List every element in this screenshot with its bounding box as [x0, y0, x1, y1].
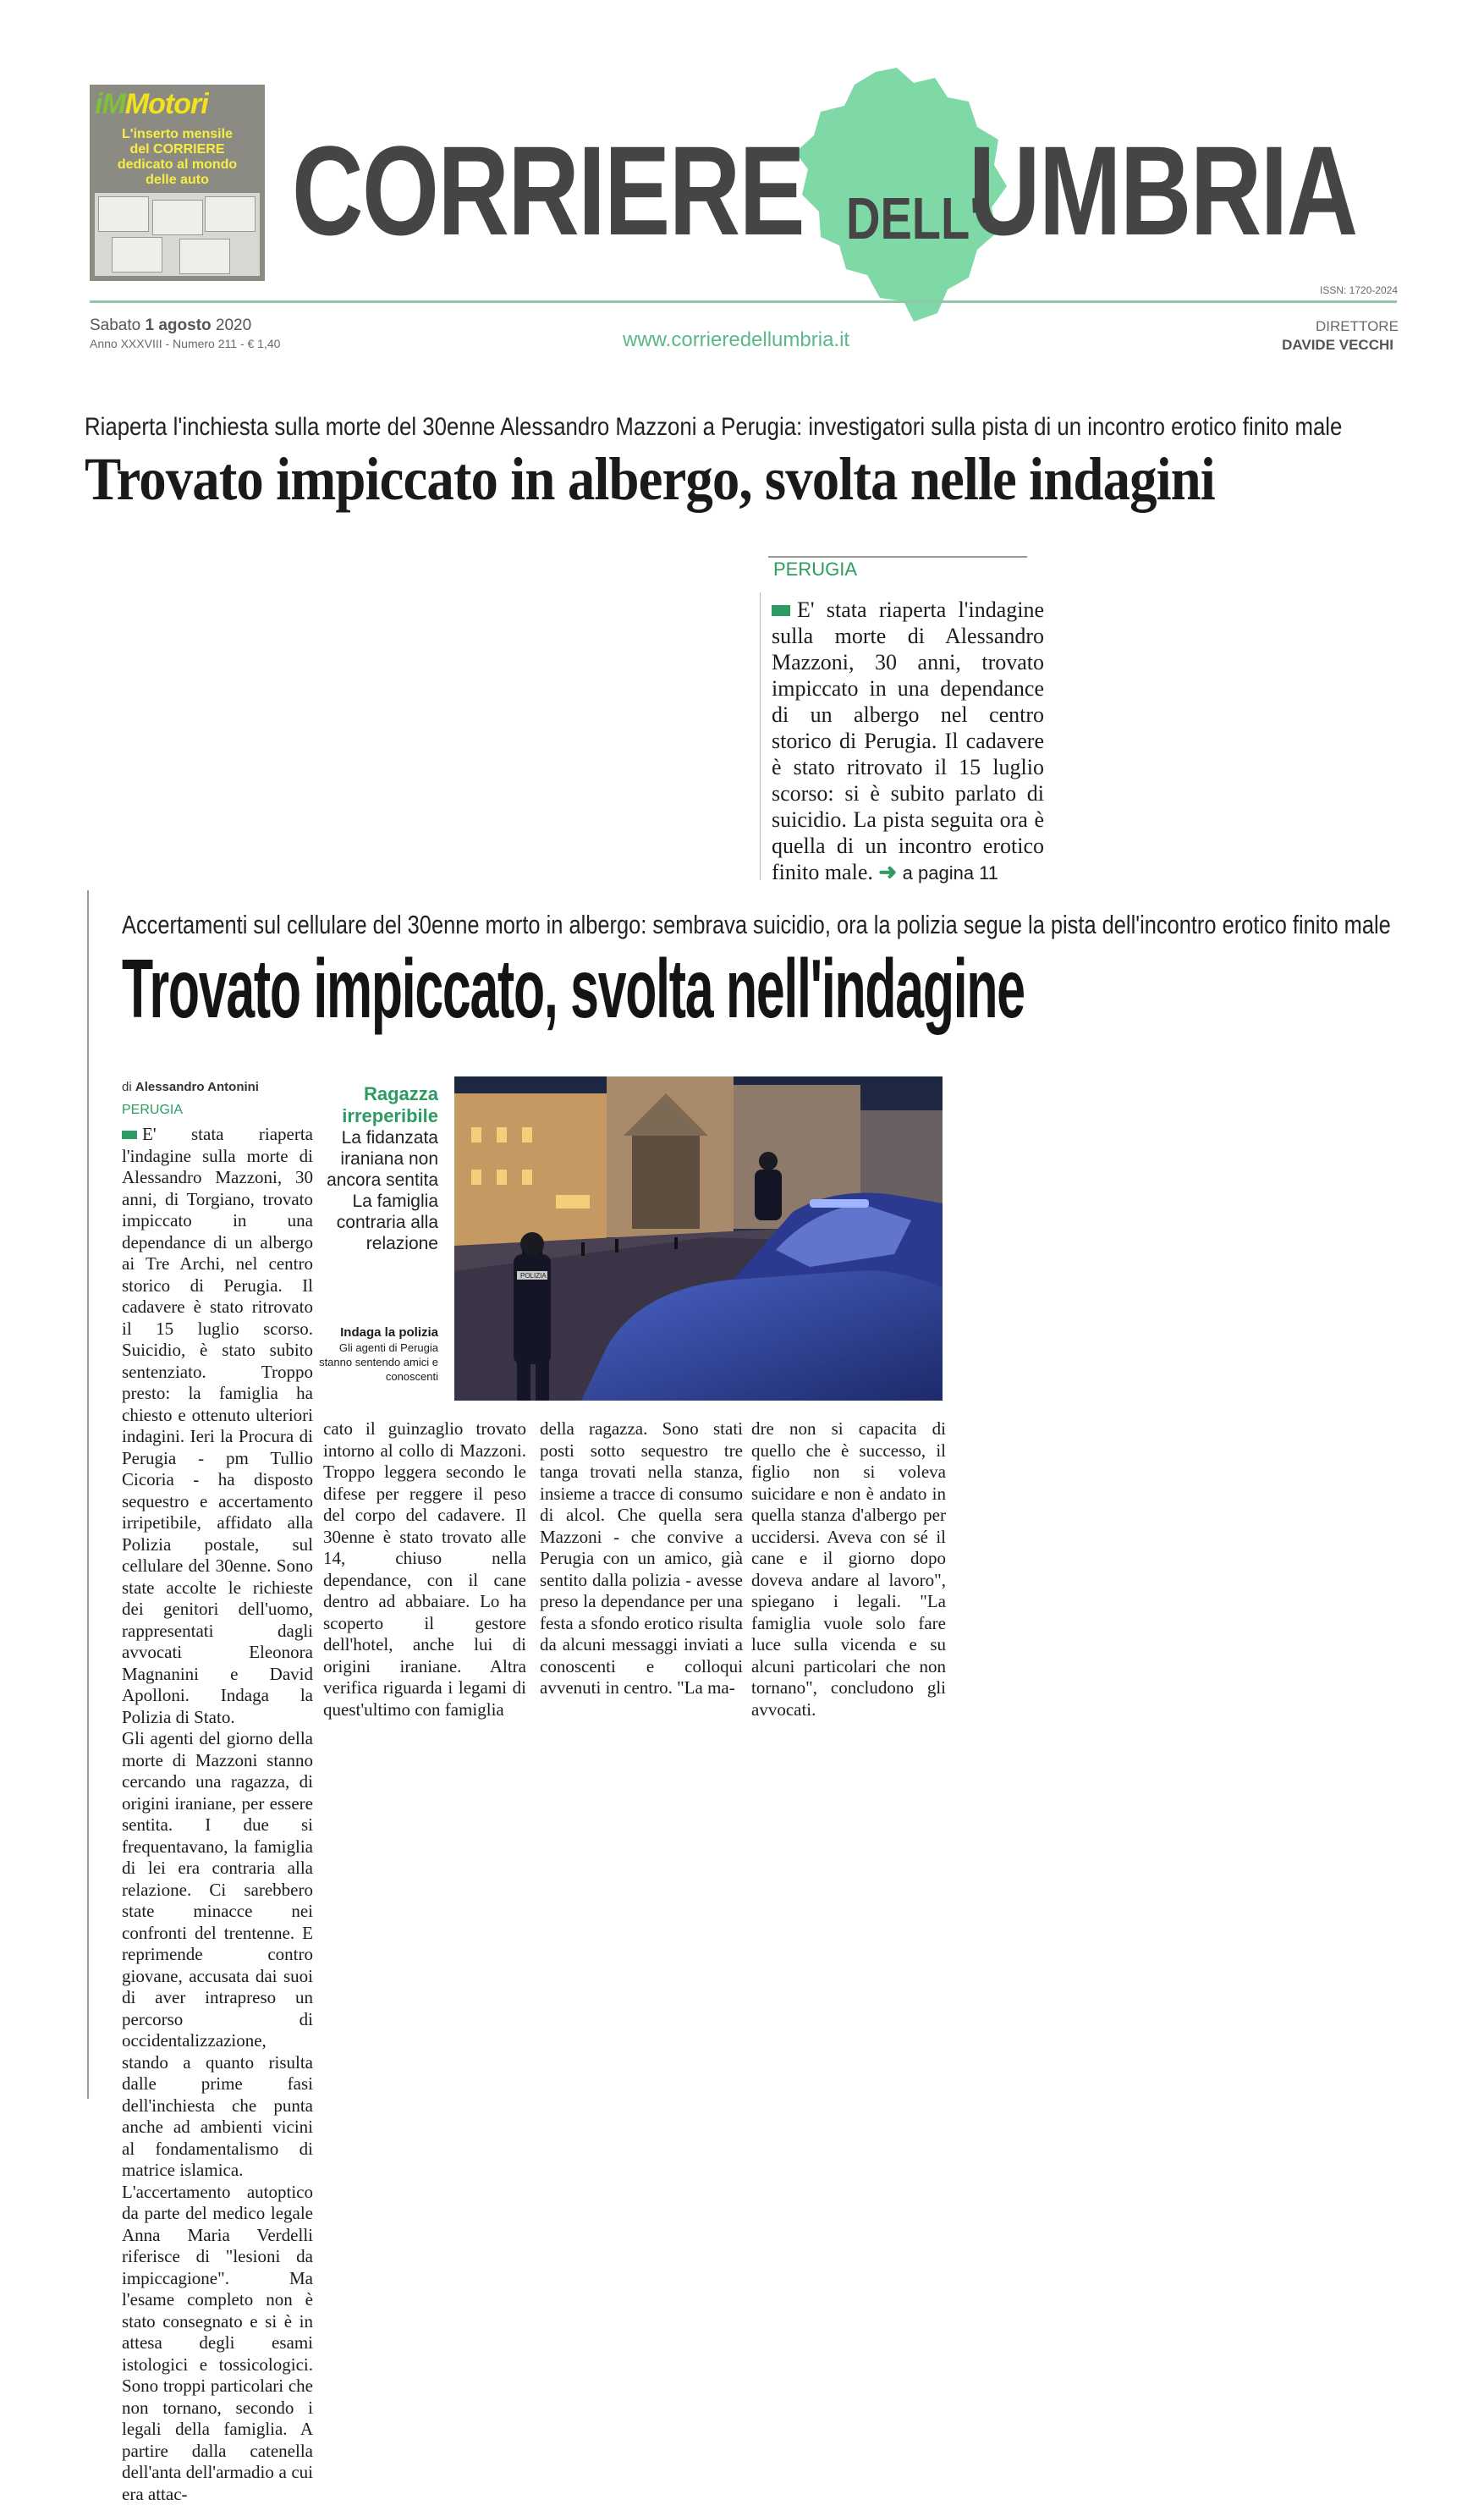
article-section-tag: PERUGIA	[122, 1103, 184, 1117]
dateline-date: Sabato 1 agosto 2020	[90, 317, 252, 334]
photo-caption	[318, 1325, 438, 1384]
article-col-1: E' stata riaperta l'indagine sulla morte di Alessandro Mazzoni, 30 anni, di Torgiano, trovato impiccato in una dependance di un albergo ai Tre Archi, nel centro storico di Perugia. Il cadavere è stato ritrovato il 15 luglio scorso. Suicidio, è stato subito sentenziato. Troppo presto: la famiglia ha chiesto e ottenuto ulteriori indagini. Ieri la Procura di Perugia - pm Tullio Cicoria - ha disposto sequestro e accertamento irripetibile, affidato alla Polizia postale, sul cellulare del 30enne. Sono state accolte le richieste dei genitori dell'uomo, rappresentati dagli avvocati Eleonora Magnanini e David Apolloni. Indaga la Polizia di Stato. Gli agenti del giorno della morte di Mazzoni stanno cercando una ragazza, di origini iraniane, per essere sentita. I due si frequentavano, la famiglia di lei era contraria alla relazione. Ci sarebbero state minacce nei confronti del trentenne. E reprimende contro giovane, accusata dai suoi di aver intrapreso un percorso di occidentalizzazione, stando a quanto risulta dalle prime fasi dell'inchiesta che punta anche ad ambienti vicini al fondamentalismo di matrice islamica. L'accertamento autoptico da parte del medico legale Anna Maria Verdelli riferisce di "lesioni da impiccagione". Ma l'esame completo non è stato consegnato e si è in attesa degli esami istologici e tossicologici. Sono troppi particolari che non tornano, secondo i legali della famiglia. A partire dalla catenella dell'anta dell'armadio a cui era attac-	[122, 1124, 313, 2504]
masthead-rule	[90, 300, 1397, 303]
front-box-vrule	[760, 592, 761, 880]
clipping-border-left	[87, 890, 89, 2099]
police-night-photo	[454, 1076, 943, 1401]
byline: di Alessandro Antonini	[122, 1080, 259, 1094]
green-square-icon	[772, 605, 790, 616]
website-link[interactable]: www.corrieredellumbria.it	[623, 328, 850, 351]
article-col-3: della ragazza. Sono stati posti sotto sequestro tre tanga trovati nella stanza, insieme a tracce di consumo di alcol. Che quella sera Mazzoni - che convive a Perugia con un amico, già sentito dalla polizia - avesse preso la dependance per una festa a sfondo erotico risulta da alcuni messaggi inviati a conoscenti e colloqui avvenuti in centro. "La ma-	[540, 1418, 743, 1698]
green-square-icon	[122, 1131, 137, 1139]
masthead-corriere: CORRIERE	[292, 119, 805, 262]
motori-insert-box	[90, 85, 265, 281]
sidebar-text-2: La famiglia contraria alla relazione	[336, 1192, 438, 1253]
photo-vest-label: POLIZIA	[520, 1272, 547, 1280]
article-kicker: Accertamenti sul cellulare del 30enne morto in albergo: sembrava suicidio, ora la polizia segue la pista dell'incontro erotico finito male	[122, 910, 1391, 939]
front-box-rule	[768, 556, 1027, 558]
front-kicker: Riaperta l'inchiesta sulla morte del 30enne Alessandro Mazzoni a Perugia: investigatori sulla pista di un incontro erotico finito male	[85, 413, 1343, 441]
dateline-issue: Anno XXXVIII - Numero 211 - € 1,40	[90, 337, 281, 350]
masthead-umbria: UMBRIA	[969, 119, 1357, 262]
front-headline: Trovato impiccato in albergo, svolta nelle indagini	[85, 445, 1215, 513]
front-summary: E' stata riaperta l'indagine sulla morte di Alessandro Mazzoni, 30 anni, trovato impiccato in una dependance di un albergo nel centro storico di Perugia. Il cadavere è stato ritrovato il 15 luglio scorso: si è subito parlato di suicidio. La pista seguita ora è quella di un incontro erotico finito male. ➜ a pagina 11	[772, 597, 1044, 884]
motori-logo: iMMotori	[95, 88, 208, 120]
insert-thumbnails	[95, 193, 260, 276]
article-col-4: dre non si capacita di quello che è successo, il figlio non si voleva suicidare e non è andato in quella stanza d'albergo per uccidersi. Aveva con sé il cane e il giorno dopo doveva andare al lavoro", spiegano i legali. "La famiglia vuole solo fare luce sulla vicenda e su alcuni particolari che non tornano", concludono gli avvocati.	[751, 1418, 946, 1720]
article-headline: Trovato impiccato, svolta nell'indagine	[122, 942, 1025, 1035]
sidebar-text-1: La fidanzata iraniana non ancora sentita	[327, 1128, 438, 1190]
director-name: DAVIDE VECCHI	[1282, 337, 1393, 353]
photo-caption-title: Indaga la polizia	[340, 1325, 438, 1340]
sidebar-box	[320, 1083, 438, 1254]
photo-caption-text: Gli agenti di Perugia stanno sentendo amici e conoscenti	[319, 1341, 438, 1383]
insert-caption: L'inserto mensile del CORRIERE dedicato al mondo delle auto	[117, 127, 238, 187]
issn: ISSN: 1720-2024	[1320, 284, 1399, 296]
page-reference[interactable]: a pagina 11	[902, 862, 999, 884]
director-label: DIRETTORE	[1316, 318, 1399, 334]
sidebar-title: Ragazza irreperibile	[342, 1083, 438, 1126]
article-col-2: cato il guinzaglio trovato intorno al collo di Mazzoni. Troppo leggera secondo le difese per reggere il peso del corpo del cadavere. Il 30enne è stato trovato alle 14, chiuso nella dependance, con il cane dentro ad abbaiare. Lo ha scoperto il gestore dell'hotel, anche lui di origini iraniane. Altra verifica riguarda i legami di quest'ultimo con famiglia	[323, 1418, 526, 1720]
masthead-dell: DELL'	[846, 185, 981, 251]
masthead	[292, 118, 1383, 271]
arrow-right-icon: ➜	[878, 859, 898, 884]
front-section-tag: PERUGIA	[773, 559, 858, 580]
